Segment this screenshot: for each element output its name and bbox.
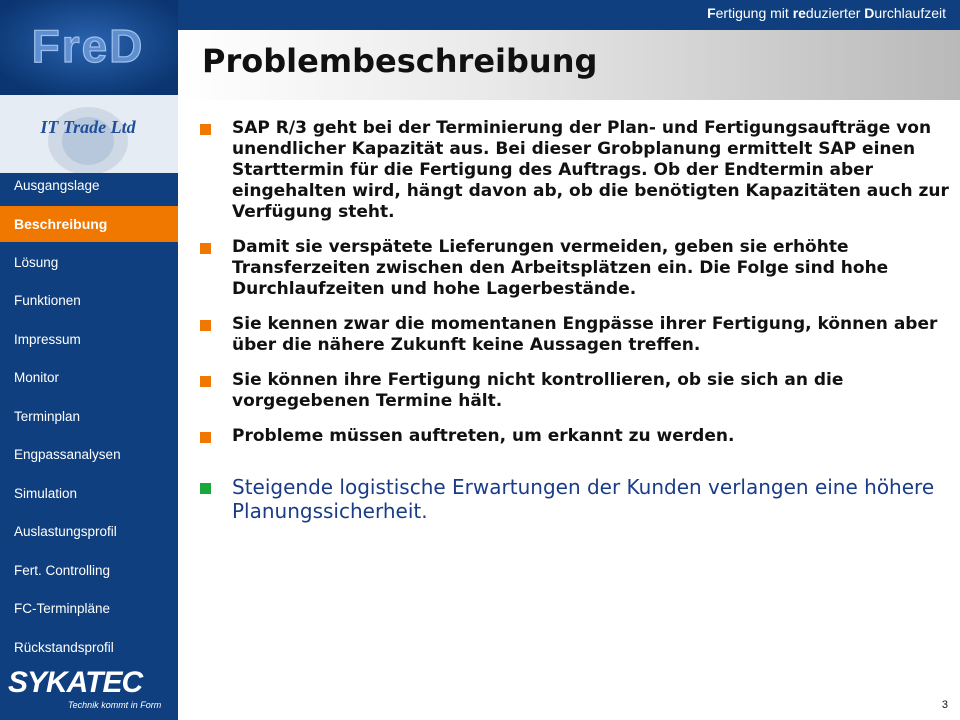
brand-tagline: Technik kommt in Form [68,700,162,710]
bullet-text: Probleme müssen auftreten, um erkannt zu werden. [232,426,735,446]
sidebar-item-label: Beschreibung [14,215,108,232]
green-square-bullet-icon [200,483,211,494]
sidebar-item-label: FC-Terminpläne [14,601,111,617]
sidebar-item-label: Monitor [14,370,60,386]
sidebar-item-label: Lösung [14,254,59,270]
fred-logo [0,0,178,95]
header-band [178,0,960,30]
title-band [178,30,960,100]
sidebar-nav [0,166,178,667]
sidebar-item-impressum[interactable] [0,320,178,359]
page-number: 3 [941,699,948,711]
bullet-text: Sie kennen zwar die momentanen Engpässe ihrer Fertigung, können aber über die nähere Zukunft keine Aussagen treffen. [232,314,938,355]
sidebar-item-monitor[interactable] [0,359,178,398]
bullet-text: Damit sie verspätete Lieferungen vermeiden, geben sie erhöhte Transferzeiten zwischen den Arbeitsplätzen ein. Die Folge sind hohe Durchlaufzeiten und hohe Lagerbestände. [232,237,889,299]
list-item [200,314,950,356]
sidebar-item-loesung[interactable] [0,243,178,282]
sidebar-item-label: Funktionen [14,293,81,309]
list-item [200,118,950,223]
sidebar-item-engpassanalysen[interactable] [0,436,178,475]
sidebar-item-label: Ausgangslage [14,177,100,193]
bullet-text: SAP R/3 geht bei der Terminierung der Plan- und Fertigungsaufträge von unendlicher Kapazität aus. Bei dieser Grobplanung ermittelt SAP einen Starttermin für die Fertigung des Auftrags. Ob der Endtermin aber eingehalten wird, hängt davon ab, ob die benötigten Kapazitäten auch zur Verfügung steht. [232,118,949,222]
sidebar-item-label: Fert. Controlling [14,562,111,578]
list-item [200,426,950,447]
square-bullet-icon [200,124,211,135]
square-bullet-icon [200,376,211,387]
sidebar [0,0,178,720]
main-content [200,118,950,537]
sidebar-item-auslastungsprofil[interactable] [0,513,178,552]
it-trade-logo [0,95,178,173]
bullet-text: Sie können ihre Fertigung nicht kontrollieren, ob sie sich an die vorgegebenen Termine hält. [232,370,844,411]
sidebar-item-simulation[interactable] [0,474,178,513]
fred-logo-text: FreD [31,20,145,72]
sidebar-item-label: Terminplan [14,408,81,424]
sidebar-item-label: Impressum [14,331,81,347]
sidebar-item-beschreibung[interactable] [0,206,178,242]
square-bullet-icon [200,432,211,443]
sidebar-item-label: Simulation [14,485,78,501]
square-bullet-icon [200,320,211,331]
sidebar-item-terminplan[interactable] [0,397,178,436]
sidebar-item-funktionen[interactable] [0,282,178,321]
sidebar-item-fert-controlling[interactable] [0,551,178,590]
sidebar-item-fc-terminplaene[interactable] [0,590,178,629]
square-bullet-icon [200,243,211,254]
sykatec-logo [8,668,173,714]
sidebar-item-rueckstandsprofil[interactable] [0,628,178,667]
highlight-list-item [200,475,950,523]
it-trade-logo-text: IT Trade Ltd [40,117,136,137]
page-title: Problembeschreibung [202,42,598,80]
header-title: Fertigung mit reduzierter Durchlaufzeit [707,5,946,21]
list-item [200,237,950,300]
brand-name: SYKATEC [8,666,143,699]
highlight-bullet-text: Steigende logistische Erwartungen der Kunden verlangen eine höhere Planungssicherheit. [232,475,935,523]
list-item [200,370,950,412]
sidebar-item-ausgangslage[interactable] [0,166,178,205]
sidebar-item-label: Rückstandsprofil [14,639,114,655]
sidebar-item-label: Auslastungsprofil [14,524,117,540]
sidebar-item-label: Engpassanalysen [14,447,121,463]
